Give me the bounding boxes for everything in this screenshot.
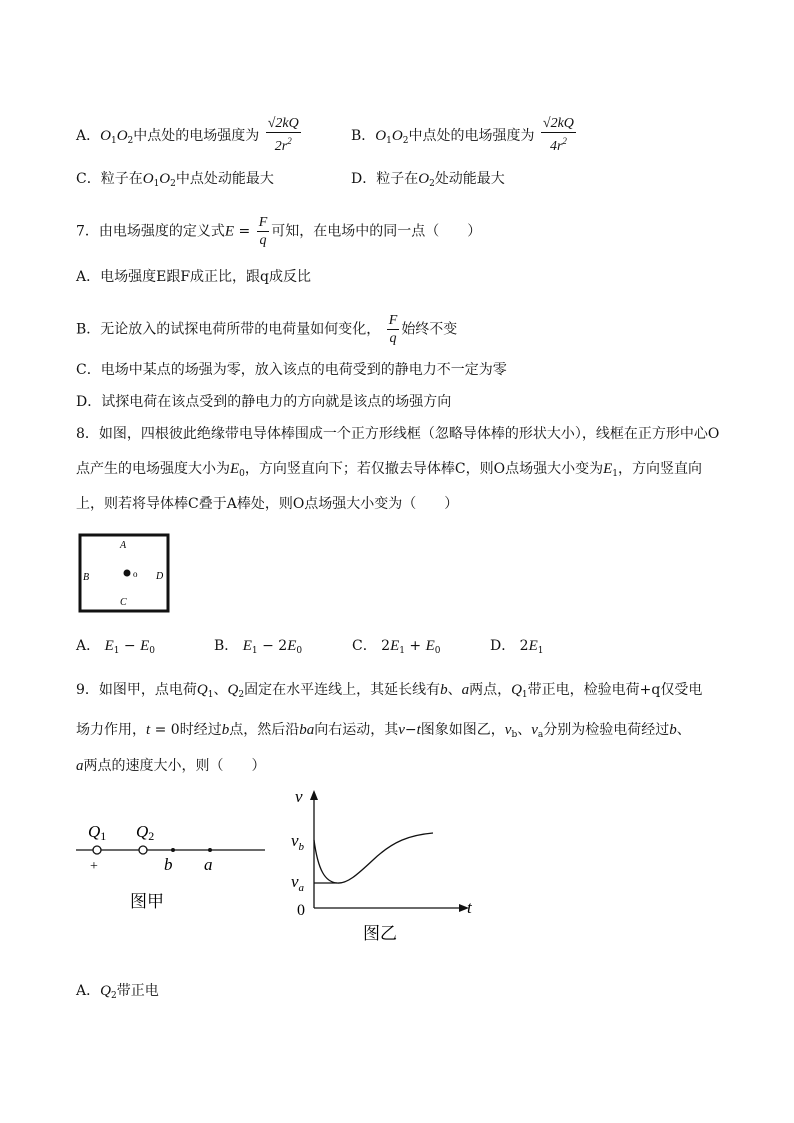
q9-line1: 9．如图甲，点电荷$Q_1$、$Q_2$固定在水平连线上，其延长线有b、a两点，$Q_1$带正电，检验电荷+q仅受电 <box>76 682 703 700</box>
q6-b-formula: $\frac{√2kQ}{4r^2}$ <box>542 116 574 154</box>
center-label-o: o <box>133 569 138 579</box>
caption-yi: 图乙 <box>363 924 397 944</box>
q7-option-d: D．试探电荷在该点受到的静电力的方向就是该点的场强方向 <box>76 394 452 410</box>
rod-label-d: D <box>156 571 164 582</box>
label-vb: $v_b$ <box>291 831 305 853</box>
q6-option-a: A．$O_1O_2$中点处的电场强度为 $\frac{√2kQ}{2r^2}$ <box>76 116 299 154</box>
q8-option-d: D． $2E_1$ <box>490 638 544 656</box>
q7-formula: $\frac{F}{q}$ <box>258 215 268 248</box>
q9-line3: a两点的速度大小，则（ ） <box>76 758 266 774</box>
v-axis-arrow <box>310 790 318 800</box>
q7-stem: 7．由电场强度的定义式E = $\frac{F}{q}$ 可知，在电场中的同一点（ ） <box>76 215 482 248</box>
axis-label-v: v <box>295 787 303 806</box>
q6-a-formula: $\frac{√2kQ}{2r^2}$ <box>267 116 299 154</box>
q8-option-c: C． $2E_1 + E_0$ <box>352 638 441 656</box>
point-b <box>171 848 175 852</box>
label-q2: Q2 <box>136 822 155 843</box>
q7-option-c: C．电场中某点的场强为零，放入该点的电荷受到的静电力不一定为零 <box>76 362 507 378</box>
label-plus: + <box>90 859 98 874</box>
q9-figure-yi <box>285 785 485 950</box>
q9-line2: 场力作用，t = 0时经过b点，然后沿ba向右运动，其v−t图象如图乙，$v_b$、$v_a$分别为检验电荷经过b、 <box>76 722 691 740</box>
charge-q2 <box>139 846 147 854</box>
q9-figure-jia <box>70 815 270 915</box>
q6-option-d: D．粒子在$O_2$处动能最大 <box>351 171 505 189</box>
label-a: a <box>204 855 213 874</box>
q8-option-a: A． $E_1 - E_0$ <box>76 638 156 656</box>
q6-option-c: C．粒子在$O_1O_2$中点处动能最大 <box>76 171 274 189</box>
q8-line3: 上，则若将导体棒C叠于A棒处，则O点场强大小变为（ ） <box>76 496 459 512</box>
q8-line1: 8．如图，四根彼此绝缘带电导体棒围成一个正方形线框（忽略导体棒的形状大小），线框在正方形中心O <box>76 426 720 442</box>
charge-q1 <box>93 846 101 854</box>
v-t-curve <box>314 833 433 883</box>
center-point-o <box>124 570 131 577</box>
q7-option-b: B．无论放入的试探电荷所带的电荷量如何变化， $\frac{F}{q}$ 始终不变 <box>76 313 458 346</box>
point-a <box>208 848 212 852</box>
q7-b-formula: $\frac{F}{q}$ <box>388 313 398 346</box>
caption-jia: 图甲 <box>130 892 164 912</box>
q7-option-a: A．电场强度E跟F成正比，跟q成反比 <box>76 269 312 285</box>
q8-line2: 点产生的电场强度大小为$E_0$，方向竖直向下；若仅撤去导体棒C，则O点场强大小变为$E_1$，方向竖直向 <box>76 461 703 479</box>
rod-label-a: A <box>120 540 127 551</box>
q6-option-b: B．$O_1O_2$中点处的电场强度为 $\frac{√2kQ}{4r^2}$ <box>351 116 574 154</box>
label-va: $v_a$ <box>291 872 305 894</box>
axis-label-t: t <box>467 898 472 917</box>
q9-option-a: A．$Q_2$带正电 <box>76 983 159 1001</box>
q8-square-frame-figure <box>76 530 174 616</box>
rod-label-c: C <box>120 597 127 608</box>
rod-label-b: B <box>83 572 90 583</box>
q8-option-b: B． $E_1 - 2E_0$ <box>214 638 303 656</box>
label-b: b <box>164 855 173 874</box>
label-q1: Q1 <box>88 822 107 843</box>
label-origin: 0 <box>297 902 305 919</box>
